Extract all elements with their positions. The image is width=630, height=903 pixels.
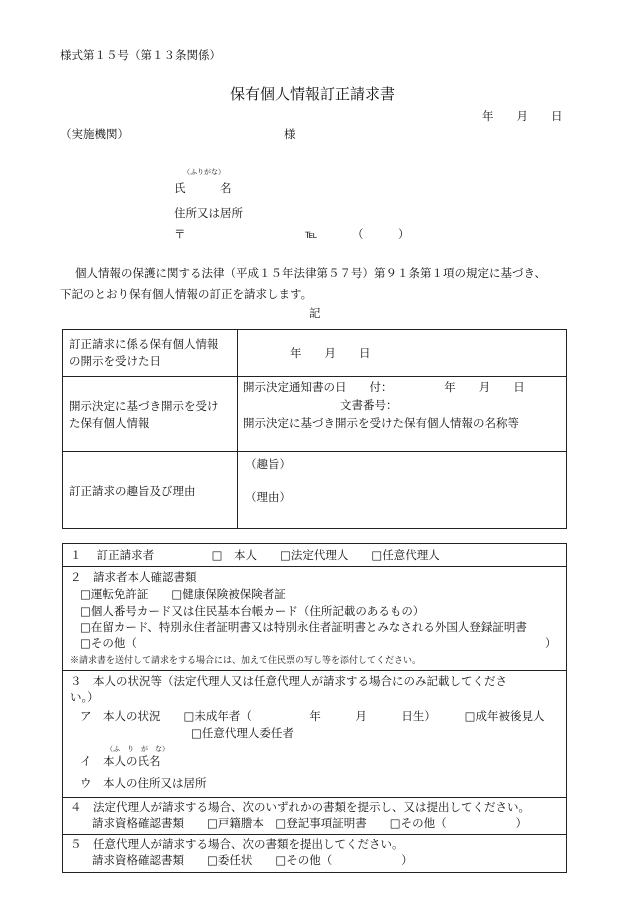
row2-notice-date: 開示決定通知書の日 付： 年 月 日 bbox=[243, 380, 525, 394]
form-number: 様式第１５号（第１３条関係） bbox=[60, 48, 221, 62]
sec2-note: ※請求書を送付して請求をする場合には、加えて住民票の写し等を添付してください。 bbox=[70, 656, 422, 666]
sec4-line1: ４ 法定代理人が請求する場合、次のいずれかの書類を提示し、又は提出してください。 bbox=[70, 800, 530, 814]
honorific: 様 bbox=[284, 127, 296, 141]
row2-doc-number: 文書番号： bbox=[340, 398, 398, 412]
sec4-line2: 請求資格確認書類 □戸籍謄本 □登記事項証明書 □その他（ ） bbox=[92, 816, 528, 830]
sec5-line1: ５ 任意代理人が請求する場合、次の書類を提出してください。 bbox=[70, 837, 404, 851]
sec3-furigana: （ふ り が な） bbox=[106, 745, 169, 753]
sec1-requester-line: １ 訂正請求者 □ 本人 □法定代理人 □任意代理人 bbox=[70, 548, 440, 562]
row3-label: 訂正請求の趣旨及び理由 bbox=[69, 484, 196, 498]
address-label: 住所又は居所 bbox=[174, 206, 243, 220]
sec3-status: ア 本人の状況 □未成年者（ 年 月 日生） □成年被後見人 bbox=[80, 709, 545, 723]
row2-info-name: 開示決定に基づき開示を受けた保有個人情報の名称等 bbox=[243, 416, 519, 430]
sec5-line2: 請求資格確認書類 □委任状 □その他（ ） bbox=[92, 853, 413, 867]
ki-label: 記 bbox=[309, 306, 321, 320]
sec3-address: ウ 本人の住所又は居所 bbox=[80, 776, 207, 790]
body-text-line2: 下記のとおり保有個人情報の訂正を請求します。 bbox=[60, 287, 313, 301]
row2-label-line2: た保有個人情報 bbox=[69, 416, 150, 430]
sec3-name: イ 本人の氏名 bbox=[80, 754, 161, 768]
sec3-line2: い。） bbox=[70, 690, 99, 704]
row1-date-value: 年 月 日 bbox=[290, 346, 371, 360]
sec3-status2: □任意代理人委任者 bbox=[191, 726, 294, 740]
sec2-line3: □在留カード、特別永住者証明書又は特別永住者証明書とみなされる外国人登録証明書 bbox=[80, 620, 527, 634]
sec2-line2: □個人番号カード又は住民基本台帳カード（住所記載のあるもの） bbox=[80, 604, 425, 618]
sec2-line4-open: □その他（ bbox=[80, 636, 137, 650]
row1-label-line2: の開示を受けた日 bbox=[69, 354, 161, 368]
sec2-heading: ２ 請求者本人確認書類 bbox=[70, 570, 197, 584]
sec3-line1: ３ 本人の状況等（法定代理人又は任意代理人が請求する場合にのみ記載してくださ bbox=[70, 674, 507, 688]
tel-parens: （ ） bbox=[352, 227, 410, 241]
page-title: 保有個人情報訂正請求書 bbox=[230, 85, 396, 103]
agency-label: （実施機関） bbox=[60, 127, 129, 141]
date-line: 年 月 日 bbox=[482, 109, 563, 123]
name-label: 氏 名 bbox=[174, 181, 232, 195]
row1-label-line1: 訂正請求に係る保有個人情報 bbox=[69, 337, 219, 351]
furigana-label: （ふりがな） bbox=[183, 168, 225, 176]
sec2-line4-close: ） bbox=[545, 636, 557, 650]
row3-purpose: （趣旨） bbox=[245, 457, 291, 471]
body-text-line1: 個人情報の保護に関する法律（平成１５年法律第５７号）第９１条第１項の規定に基づき、 bbox=[75, 266, 547, 280]
row3-reason: （理由） bbox=[245, 490, 291, 504]
sec2-line1: □運転免許証 □健康保険被保険者証 bbox=[80, 587, 286, 601]
postal-mark: 〒 bbox=[174, 227, 186, 241]
row2-label-line1: 開示決定に基づき開示を受け bbox=[69, 399, 219, 413]
tel-icon: ℡ bbox=[305, 227, 318, 241]
